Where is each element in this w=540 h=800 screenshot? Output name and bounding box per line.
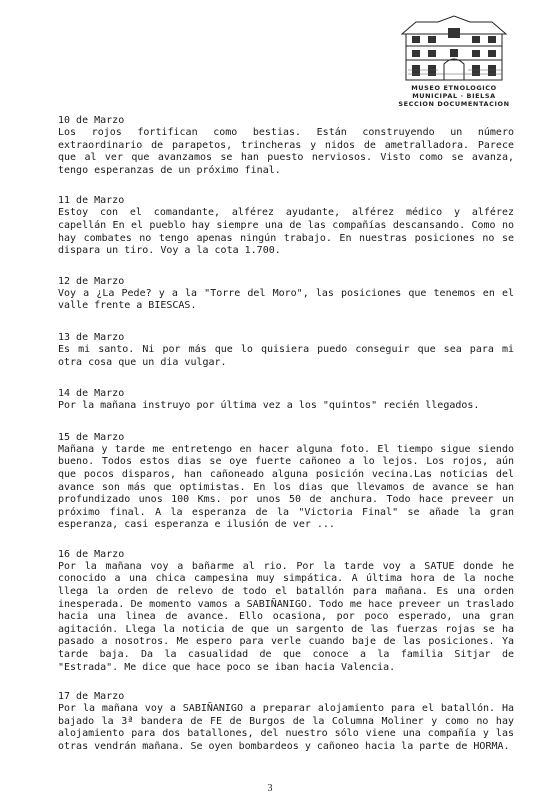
diary-entry — [58, 275, 514, 313]
diary-entry — [58, 331, 514, 369]
entry-text: Mañana y tarde me entretengo en hacer alguna foto. El tiempo sigue siendo bueno. Todos estos dias se oye fuerte cañoneo a lo lejos. Los rojos, aún que pocos disparos, han cañoneado alguna posición vecina.Las noticias del avance son más que optimistas. En los dias que llevamos de avance se han profundizado unos 100 Kms. por unos 50 de anchura. Todo hace preveer un próximo final. A la esperanza de la "Victoria Final" se añade la gran esperanza, casi esperanza e ilusión de ver ... — [58, 443, 514, 531]
building-icon — [398, 14, 510, 84]
entry-date: 16 de Marzo — [58, 548, 125, 560]
stamp-caption — [390, 84, 518, 108]
page-number: 3 — [267, 783, 273, 794]
diary-entry — [58, 431, 514, 532]
museum-stamp — [390, 14, 518, 112]
diary-entry — [58, 194, 514, 257]
diary-entries — [58, 114, 514, 770]
stamp-line: MUNICIPAL · BIELSA — [412, 92, 496, 100]
entry-date: 15 de Marzo — [58, 431, 125, 443]
entry-date: 13 de Marzo — [58, 331, 125, 343]
diary-entry — [58, 690, 514, 753]
diary-entry — [58, 114, 514, 177]
entry-date: 17 de Marzo — [58, 691, 125, 703]
stamp-line: SECCION DOCUMENTACION — [398, 100, 510, 108]
entry-text: Los rojos fortifican como bestias. Están construyendo un número extraordinario de parapetos, trincheras y nidos de ametralladora. Parece que al ver que avanzamos se han puesto nerviosos. Visto como se avanza, tengo esperanzas de un próximo final. — [58, 127, 514, 176]
entry-text: Voy a ¿La Pede? y a la "Torre del Moro", las posiciones que tenemos en el valle frente a BIESCAS. — [58, 287, 514, 312]
entry-date: 12 de Marzo — [58, 275, 125, 287]
diary-entry — [58, 548, 514, 674]
entry-text: Por la mañana voy a bañarme al rio. Por la tarde voy a SATUE donde he conocido a una chica campesina muy simpática. A última hora de la noche llega la orden de relevo de todo el batallón para mañana. Es una orden inesperada. De momento vamos a SABIÑANIGO. Todo me hace preveer un traslado hacia una linea de avance. Ello ocasiona, por poco esperado, una gran agitación. Llega la noticia de que un sargento de las fuerzas rojas se ha pasado a nosotros. Me espero para verle cuando baje de las posiciones. Ya tarde baja. Da la casualidad de que conoce a la familia Sitjar de "Estrada". Me dice que hace poco se iban hacia Valencia. — [58, 560, 514, 673]
entry-date: 10 de Marzo — [58, 115, 125, 126]
entry-text: Por la mañana instruyo por última vez a los "quintos" recién llegados. — [58, 400, 480, 412]
entry-date: 14 de Marzo — [58, 388, 125, 400]
entry-text: Estoy con el comandante, alférez ayudante, alférez médico y alférez capellán En el pueblo hay siempre una de las compañías descansando. Como no hay combates no tengo apenas ningún trabajo. En nuestras posiciones no se dispara un tiro. Voy a la cota 1.700. — [58, 207, 514, 257]
stamp-line: MUSEO ETNOLOGICO — [411, 84, 497, 92]
entry-text: Por la mañana voy a SABIÑANIGO a preparar alojamiento para el batallón. Ha bajado la 3ª bandera de FE de Burgos de la Columna Moliner y como no hay alojamiento para dos batallones, del nuestro sólo viene una compañía y las otras vendrán mañana. Se oyen bombardeos y cañoneo hacia la parte de HORMA. — [58, 703, 514, 752]
diary-entry — [58, 387, 514, 413]
entry-text: Es mi santo. Ni por más que lo quisiera puedo conseguir que sea para mi otra cosa que un dia vulgar. — [58, 343, 514, 368]
entry-date: 11 de Marzo — [58, 195, 125, 207]
